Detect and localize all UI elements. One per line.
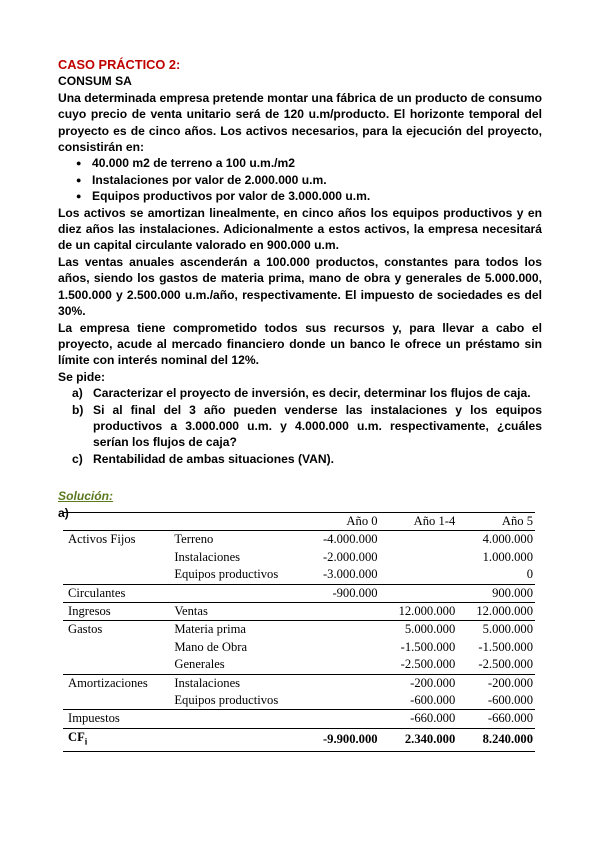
assets-list xyxy=(58,155,542,204)
table-cell: 1.000.000 xyxy=(482,549,533,564)
table-cell: -1.500.000 xyxy=(478,639,533,654)
table-cell: Gastos xyxy=(63,621,174,639)
table-cell: -1.500.000 xyxy=(400,639,456,654)
table-header-cell xyxy=(174,513,305,531)
table-cell: Ventas xyxy=(174,603,305,621)
table-cell xyxy=(306,603,378,621)
table-cell: Equipos productivos xyxy=(174,693,279,708)
task-text: Caracterizar el proyecto de inversión, es decir, determinar los flujos de caja. xyxy=(93,386,531,401)
table-cell: Activos Fijos xyxy=(63,531,174,549)
table-cell xyxy=(306,674,378,692)
table-cell xyxy=(378,549,456,566)
table-cell: -2.000.000 xyxy=(322,549,378,564)
table-cell: Amortizaciones xyxy=(63,674,174,692)
table-cell: Instalaciones xyxy=(174,549,241,564)
document-page xyxy=(58,57,542,521)
table-cell: Terreno xyxy=(174,531,305,549)
cash-flow-table xyxy=(63,512,535,752)
table-cell xyxy=(306,639,378,656)
table-cell: 12.000.000 xyxy=(378,603,456,621)
amortization-paragraph: Los activos se amortizan linealmente, en cinco años los equipos productivos y en diez años las instalaciones. Adicionalmente a estos activos, la empresa necesitará de un capital circulante valorado en 900.000 u.m. xyxy=(58,205,542,253)
table-cell xyxy=(63,549,174,566)
se-pide-heading: Se pide: xyxy=(58,369,106,384)
table-cell: 5.000.000 xyxy=(378,621,456,639)
table-cell: -600.000 xyxy=(410,693,456,708)
list-item xyxy=(72,385,542,401)
table-cell: -660.000 xyxy=(378,710,456,728)
table-header-cell: Año 0 xyxy=(306,513,378,531)
table-cell: Circulantes xyxy=(63,584,174,602)
task-text: Rentabilidad de ambas situaciones (VAN). xyxy=(93,451,335,466)
solution-part-label: a) xyxy=(58,505,69,520)
table-cell: -660.000 xyxy=(455,710,535,728)
table-cell: 5.000.000 xyxy=(455,621,535,639)
table-cell xyxy=(63,656,174,674)
table-cell: -200.000 xyxy=(455,674,535,692)
sales-paragraph: Las ventas anuales ascenderán a 100.000 productos, constantes para todos los años, siendo los gastos de materia prima, mano de obra y generales de 5.000.000, 1.500.000 y 2.500.000 u.m./año, respectivamente. El impuesto de sociedades es del 30%. xyxy=(58,254,542,319)
list-item: ● 40.000 m2 de terreno a 100 u.m./m2 xyxy=(76,155,542,171)
case-title: CASO PRÁCTICO 2: xyxy=(58,57,181,72)
cf-year0: -9.900.000 xyxy=(306,728,378,751)
task-label: c) xyxy=(72,451,83,466)
table-header-cell xyxy=(63,513,174,531)
table-cell: 12.000.000 xyxy=(455,603,535,621)
table-cell xyxy=(174,710,305,728)
task-text: Si al final del 3 año pueden venderse las instalaciones y los equipos productivos a 3.000.000 u.m. y 4.000.000 u.m. respectivamente, ¿cuáles serían los flujos de caja? xyxy=(93,402,542,450)
table-cell xyxy=(378,566,456,584)
intro-paragraph: Una determinada empresa pretende montar una fábrica de un producto de consumo cuyo precio de venta unitario será de 120 u.m/producto. El horizonte temporal del proyecto es de cinco años. Los activos necesarios, para la ejecución del proyecto, consistirán en: xyxy=(58,90,542,155)
list-item: ● Equipos productivos por valor de 3.000.000 u.m. xyxy=(76,188,542,204)
table-cell: 4.000.000 xyxy=(455,531,535,549)
financing-paragraph: La empresa tiene comprometido todos sus recursos y, para llevar a cabo el proyecto, acude al mercado financiero donde un banco le ofrece un préstamo sin límite con interés nominal del 12%. xyxy=(58,320,542,368)
table-row xyxy=(63,656,535,674)
table-cell: -2.500.000 xyxy=(478,657,533,672)
table-cell: 0 xyxy=(526,567,533,582)
cf-label: CF xyxy=(68,729,85,744)
table-cell: 900.000 xyxy=(455,584,535,602)
table-cell: -900.000 xyxy=(306,584,378,602)
table-cell: Impuestos xyxy=(63,710,174,728)
table-cell xyxy=(174,728,305,751)
table-cell xyxy=(378,584,456,602)
table-cell xyxy=(306,621,378,639)
table-cell: -3.000.000 xyxy=(322,567,378,582)
table-row xyxy=(63,674,535,692)
table-row xyxy=(63,603,535,621)
table-cell: -4.000.000 xyxy=(306,531,378,549)
table-cell xyxy=(378,531,456,549)
table-cell: -200.000 xyxy=(378,674,456,692)
table-row xyxy=(63,639,535,656)
company-name: CONSUM SA xyxy=(58,74,132,89)
list-item xyxy=(72,451,542,467)
task-label: a) xyxy=(72,386,83,401)
table-cell: -2.500.000 xyxy=(400,657,456,672)
table-cell: Instalaciones xyxy=(174,674,305,692)
table-cell xyxy=(63,639,174,656)
table-cell xyxy=(63,692,174,710)
table-cell: Materia prima xyxy=(174,621,305,639)
cash-flow-total-row xyxy=(63,728,535,751)
table-cell: Equipos productivos xyxy=(174,567,279,582)
table-row xyxy=(63,692,535,710)
list-item: ● Instalaciones por valor de 2.000.000 u.m. xyxy=(76,172,542,188)
table-row xyxy=(63,566,535,584)
table-cell: Mano de Obra xyxy=(174,639,248,654)
table-cell: -600.000 xyxy=(487,693,533,708)
table-header-cell: Año 1-4 xyxy=(378,513,456,531)
table-cell: Ingresos xyxy=(63,603,174,621)
table-row xyxy=(63,531,535,549)
cf-year5: 8.240.000 xyxy=(455,728,535,751)
table-cell xyxy=(306,692,378,710)
task-label: b) xyxy=(72,402,84,417)
cf-subscript: i xyxy=(84,736,88,747)
table-row xyxy=(63,710,535,728)
table-header-cell: Año 5 xyxy=(455,513,535,531)
table-cell xyxy=(174,584,305,602)
table-cell xyxy=(63,566,174,584)
table-row xyxy=(63,549,535,566)
cf-year1-4: 2.340.000 xyxy=(378,728,456,751)
tasks-list xyxy=(58,385,542,467)
table-cell xyxy=(306,710,378,728)
table-row xyxy=(63,584,535,602)
cash-flow-total-label xyxy=(63,728,174,751)
solution-title: Solución: xyxy=(58,489,114,504)
table-header-row xyxy=(63,513,535,531)
list-item xyxy=(72,402,542,451)
table-cell xyxy=(306,656,378,674)
table-row xyxy=(63,621,535,639)
table-cell: Generales xyxy=(174,657,225,672)
